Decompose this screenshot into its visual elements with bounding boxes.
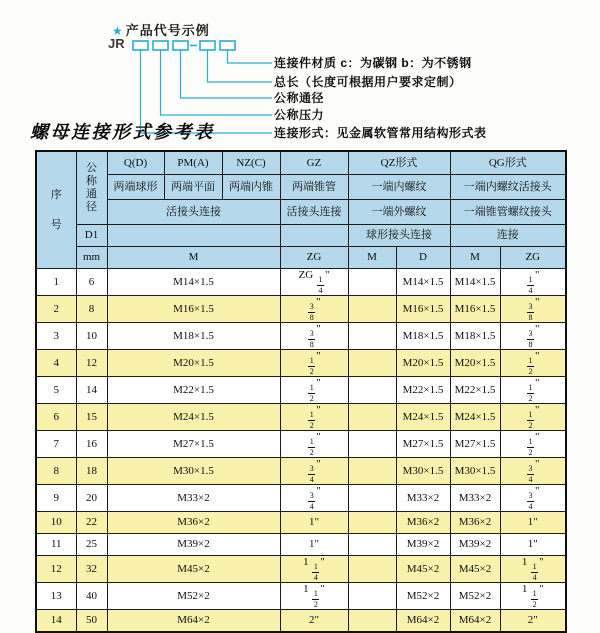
cell-qz-d: M18×1.5 [396, 323, 450, 350]
cell-qg-m: M33×2 [450, 485, 500, 512]
table-row [36, 350, 566, 377]
table-row [36, 404, 566, 431]
cell-qz-m [348, 404, 396, 431]
cell-qg-zg: $\frac{3}{8}$ " [500, 296, 566, 323]
cell-no: 14 [36, 610, 76, 633]
diagram-label-material: 连接件材质 c：为碳钢 b：为不锈钢 [274, 56, 472, 70]
header-empty-gz [280, 225, 348, 247]
cell-qz-m [348, 485, 396, 512]
fraction: $\frac{1}{2}$ [528, 410, 533, 430]
cell-qg-zg: $\frac{1}{2}$ " [500, 377, 566, 404]
table-row [36, 269, 566, 296]
connector-line-length [208, 50, 273, 82]
cell-m: M33×2 [107, 485, 280, 512]
table-row [36, 323, 566, 350]
cell-qg-m: M45×2 [450, 556, 500, 583]
cell-gz: 1 $\frac{1}{4}$ " [280, 556, 348, 583]
cell-qg-m: M20×1.5 [450, 350, 500, 377]
header-diameter-label: 公 称 通 径 [86, 162, 97, 213]
cell-qg-m: M64×2 [450, 610, 500, 633]
cell-qz-d: M36×2 [396, 512, 450, 534]
fraction: $\frac{1}{4}$ [528, 275, 533, 295]
cell-m: M20×1.5 [107, 350, 280, 377]
table-row [36, 377, 566, 404]
table-row [36, 296, 566, 323]
cell-gz: $\frac{1}{2}$ " [280, 431, 348, 458]
fraction: $\frac{1}{2}$ [528, 356, 533, 376]
cell-m: M64×2 [107, 610, 280, 633]
page-title: 螺母连接形式参考表 [30, 122, 215, 142]
cell-m: M39×2 [107, 534, 280, 556]
cell-qg-zg: 1 $\frac{1}{2}$ " [500, 583, 566, 610]
cell-mm: 25 [76, 534, 107, 556]
table-header [36, 151, 566, 269]
cell-qz-m [348, 269, 396, 296]
cell-mm: 16 [76, 431, 107, 458]
cell-qz-d: M27×1.5 [396, 431, 450, 458]
cell-m: M24×1.5 [107, 404, 280, 431]
header-d1: D1 [76, 225, 107, 247]
fraction: $\frac{1}{2}$ [532, 589, 537, 609]
cell-qg-zg: 2" [500, 610, 566, 633]
cell-qg-m: M39×2 [450, 534, 500, 556]
connector-line-diameter [181, 50, 273, 98]
cell-qg-zg: 1" [500, 534, 566, 556]
table-row [36, 556, 566, 583]
cell-m: M22×1.5 [107, 377, 280, 404]
cell-gz: ZG $\frac{1}{4}$ " [280, 269, 348, 296]
cell-gz: $\frac{3}{4}$ " [280, 485, 348, 512]
cell-no: 4 [36, 350, 76, 377]
fraction: $\frac{3}{4}$ [309, 491, 314, 511]
cell-gz: 1 $\frac{1}{2}$ " [280, 583, 348, 610]
cell-qz-m [348, 512, 396, 534]
cell-qz-d: M14×1.5 [396, 269, 450, 296]
cell-qg-zg: $\frac{1}{4}$ " [500, 269, 566, 296]
cell-no: 12 [36, 556, 76, 583]
cell-qg-m: M14×1.5 [450, 269, 500, 296]
code-prefix: JR [108, 36, 125, 51]
header-group-q: Q(D) [107, 151, 164, 175]
fraction: $\frac{3}{8}$ [528, 302, 533, 322]
header-unit-qz-m: M [348, 247, 396, 269]
cell-gz: $\frac{3}{8}$ " [280, 296, 348, 323]
code-segment-box-4 [200, 41, 215, 50]
header-empty-m-span [107, 225, 280, 247]
table-row [36, 431, 566, 458]
diagram-label-pressure: 公称压力 [274, 108, 325, 122]
cell-no: 10 [36, 512, 76, 534]
diagram-heading-text: 产品代号示例 [125, 23, 210, 38]
cell-qz-m [348, 431, 396, 458]
cell-mm: 22 [76, 512, 107, 534]
fraction: $\frac{1}{2}$ [309, 410, 314, 430]
header-conn-union-2: 活接头连接 [280, 200, 348, 225]
cell-qz-d: M52×2 [396, 583, 450, 610]
fraction: $\frac{3}{4}$ [528, 464, 533, 484]
header-conn-ext-thread: 一端外螺纹 [348, 200, 450, 225]
header-group-gz: GZ [280, 151, 348, 175]
header-conn-taper-joint: 一端锥管螺纹接头 [450, 200, 566, 225]
cell-qg-zg: $\frac{3}{4}$ " [500, 458, 566, 485]
cell-qg-zg: $\frac{3}{8}$ " [500, 323, 566, 350]
cell-qz-m [348, 377, 396, 404]
cell-qz-m [348, 534, 396, 556]
header-conn: 连接 [450, 225, 566, 247]
cell-m: M27×1.5 [107, 431, 280, 458]
table-row [36, 534, 566, 556]
cell-qz-m [348, 458, 396, 485]
cell-gz: 2" [280, 610, 348, 633]
header-unit-qz-d: D [396, 247, 450, 269]
connector-line-material [228, 50, 273, 63]
cell-mm: 15 [76, 404, 107, 431]
cell-qz-m [348, 583, 396, 610]
cell-m: M52×2 [107, 583, 280, 610]
cell-mm: 32 [76, 556, 107, 583]
cell-m: M45×2 [107, 556, 280, 583]
diagram-label-form: 连接形式：见金属软管常用结构形式表 [274, 126, 487, 140]
header-unit-m: M [107, 247, 280, 269]
header-conn-union-1: 活接头连接 [107, 200, 280, 225]
fraction: $\frac{1}{4}$ [313, 562, 318, 582]
fraction: $\frac{1}{2}$ [309, 437, 314, 457]
cell-qg-zg: 1" [500, 512, 566, 534]
cell-mm: 12 [76, 350, 107, 377]
cell-no: 9 [36, 485, 76, 512]
cell-qg-m: M18×1.5 [450, 323, 500, 350]
header-serial [36, 151, 76, 269]
cell-qz-d: M45×2 [396, 556, 450, 583]
header-group-qg: QG形式 [450, 151, 566, 175]
cell-qz-m [348, 556, 396, 583]
cell-no: 8 [36, 458, 76, 485]
cell-qg-m: M30×1.5 [450, 458, 500, 485]
code-segment-box-1 [133, 41, 148, 50]
header-serial-label: 序 号 [50, 188, 62, 231]
cell-qg-m: M27×1.5 [450, 431, 500, 458]
cell-gz: $\frac{3}{4}$ " [280, 458, 348, 485]
cell-qz-d: M39×2 [396, 534, 450, 556]
cell-qg-zg: $\frac{3}{4}$ " [500, 485, 566, 512]
cell-qz-m [348, 350, 396, 377]
cell-qg-zg: $\frac{1}{2}$ " [500, 431, 566, 458]
diagram-label-diameter: 公称通径 [274, 91, 325, 105]
cell-qg-m: M36×2 [450, 512, 500, 534]
header-desc-qg: 一端内螺纹活接头 [450, 175, 566, 200]
cell-qz-d: M16×1.5 [396, 296, 450, 323]
cell-gz: $\frac{3}{8}$ " [280, 323, 348, 350]
table-row [36, 458, 566, 485]
cell-mm: 50 [76, 610, 107, 633]
table-row [36, 610, 566, 633]
fraction: $\frac{3}{8}$ [309, 329, 314, 349]
header-unit-qg-zg: ZG [500, 247, 566, 269]
cell-no: 11 [36, 534, 76, 556]
cell-qg-zg: $\frac{1}{2}$ " [500, 404, 566, 431]
fraction: $\frac{3}{8}$ [309, 302, 314, 322]
code-segment-box-3 [173, 41, 188, 50]
header-group-nz: NZ(C) [222, 151, 280, 175]
header-desc-qz: 一端内螺纹 [348, 175, 450, 200]
fraction: $\frac{1}{4}$ [532, 562, 537, 582]
cell-mm: 18 [76, 458, 107, 485]
cell-m: M14×1.5 [107, 269, 280, 296]
cell-qg-zg: 1 $\frac{1}{4}$ " [500, 556, 566, 583]
fraction: $\frac{3}{4}$ [309, 464, 314, 484]
fraction: $\frac{3}{8}$ [528, 329, 533, 349]
cell-mm: 6 [76, 269, 107, 296]
cell-no: 1 [36, 269, 76, 296]
fraction: $\frac{1}{2}$ [309, 356, 314, 376]
cell-qz-m [348, 610, 396, 633]
diagram-label-length: 总长（长度可根据用户要求定制） [274, 75, 462, 89]
cell-m: M18×1.5 [107, 323, 280, 350]
cell-no: 7 [36, 431, 76, 458]
cell-gz: 1" [280, 512, 348, 534]
cell-no: 3 [36, 323, 76, 350]
cell-gz: 1" [280, 534, 348, 556]
header-desc-pm: 两端平面 [164, 175, 222, 200]
table-body [36, 269, 566, 633]
cell-qg-zg: $\frac{1}{2}$ " [500, 350, 566, 377]
cell-m: M36×2 [107, 512, 280, 534]
cell-gz: $\frac{1}{2}$ " [280, 350, 348, 377]
header-unit-mm: mm [76, 247, 107, 269]
cell-qz-d: M30×1.5 [396, 458, 450, 485]
cell-qz-d: M64×2 [396, 610, 450, 633]
header-group-pm: PM(A) [164, 151, 222, 175]
cell-mm: 40 [76, 583, 107, 610]
star-icon: ★ [112, 24, 124, 38]
code-segment-box-5 [220, 41, 235, 50]
cell-no: 5 [36, 377, 76, 404]
header-unit-qg-m: M [450, 247, 500, 269]
cell-qg-m: M16×1.5 [450, 296, 500, 323]
table-row [36, 485, 566, 512]
cell-no: 6 [36, 404, 76, 431]
cell-mm: 14 [76, 377, 107, 404]
header-ball-joint-conn: 球形接头连接 [348, 225, 450, 247]
header-diameter [76, 151, 107, 225]
cell-qz-d: M33×2 [396, 485, 450, 512]
cell-mm: 20 [76, 485, 107, 512]
cell-no: 13 [36, 583, 76, 610]
header-desc-nz: 两端内锥 [222, 175, 280, 200]
cell-qz-m [348, 296, 396, 323]
fraction: $\frac{1}{2}$ [309, 383, 314, 403]
cell-qz-d: M20×1.5 [396, 350, 450, 377]
header-desc-q: 两端球形 [107, 175, 164, 200]
cell-m: M16×1.5 [107, 296, 280, 323]
cell-m: M30×1.5 [107, 458, 280, 485]
cell-qg-m: M52×2 [450, 583, 500, 610]
cell-qg-m: M22×1.5 [450, 377, 500, 404]
cell-no: 2 [36, 296, 76, 323]
header-group-qz: QZ形式 [348, 151, 450, 175]
cell-mm: 8 [76, 296, 107, 323]
cell-gz: $\frac{1}{2}$ " [280, 404, 348, 431]
fraction: $\frac{1}{2}$ [528, 383, 533, 403]
header-desc-gz: 两端锥管 [280, 175, 348, 200]
code-segment-box-2 [153, 41, 168, 50]
table-row [36, 512, 566, 534]
cell-mm: 10 [76, 323, 107, 350]
cell-qg-m: M24×1.5 [450, 404, 500, 431]
cell-qz-m [348, 323, 396, 350]
cell-gz: $\frac{1}{2}$ " [280, 377, 348, 404]
fraction: $\frac{3}{4}$ [528, 491, 533, 511]
fraction: $\frac{1}{4}$ [318, 275, 323, 295]
reference-table [35, 150, 567, 633]
cell-qz-d: M24×1.5 [396, 404, 450, 431]
diagram-heading [112, 20, 210, 39]
header-unit-zg: ZG [280, 247, 348, 269]
cell-qz-d: M22×1.5 [396, 377, 450, 404]
fraction: $\frac{1}{2}$ [313, 589, 318, 609]
fraction: $\frac{1}{2}$ [528, 437, 533, 457]
table-row [36, 583, 566, 610]
